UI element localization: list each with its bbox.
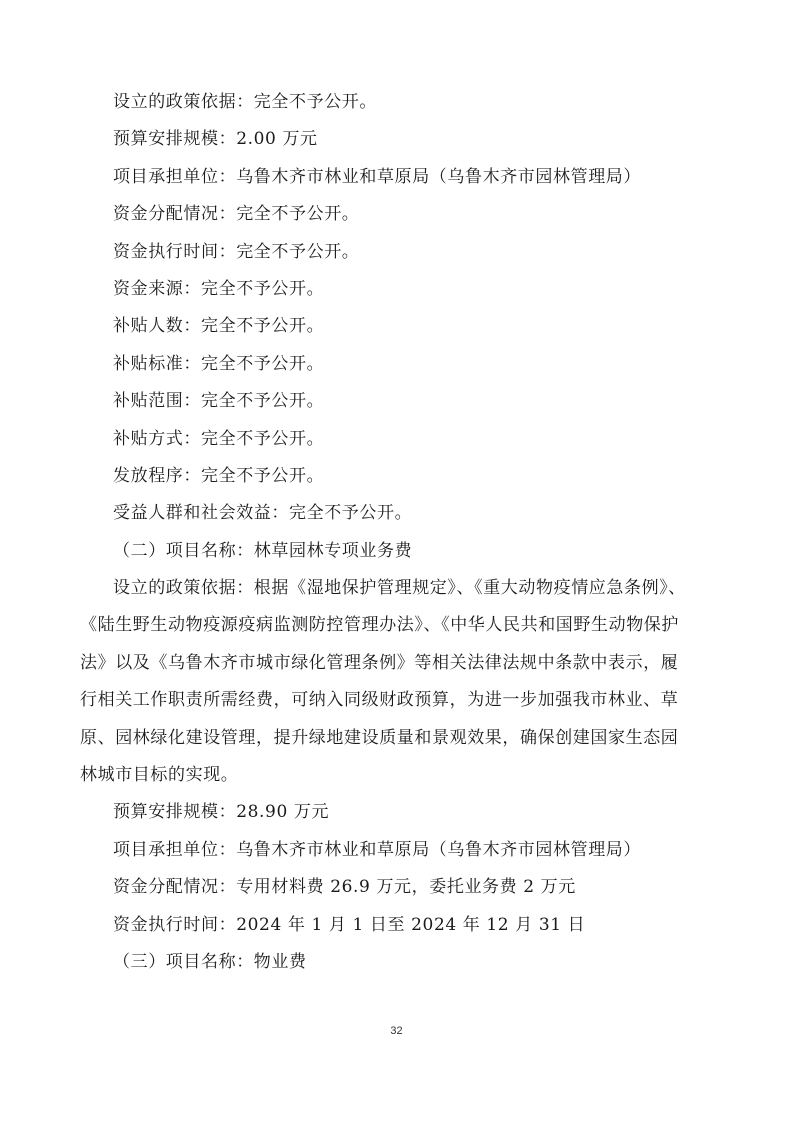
text-line: 预算安排规模：2.00 万元: [113, 129, 318, 150]
page-body: [80, 84, 698, 981]
text-line: 补贴范围：完全不予公开。: [113, 391, 325, 412]
paragraph-line: 法》以及《乌鲁木齐市城市绿化管理条例》等相关法律法规中条款中表示，履: [80, 652, 679, 673]
text-line: 资金分配情况：完全不予公开。: [113, 204, 360, 225]
paragraph-line: 原、园林绿化建设管理，提升绿地建设质量和景观效果，确保创建国家生态园: [80, 727, 679, 748]
paragraph-line: 《陆生野生动物疫源疫病监测防控管理办法》、《中华人民共和国野生动物保护: [80, 615, 679, 636]
text-line: 资金来源：完全不予公开。: [113, 278, 325, 299]
text-line: 资金分配情况：专用材料费 26.9 万元，委托业务费 2 万元: [113, 877, 576, 898]
paragraph-line: 设立的政策依据：根据《湿地保护管理规定》、《重大动物疫情应急条例》、: [113, 578, 686, 599]
text-line: 资金执行时间：完全不予公开。: [113, 241, 360, 262]
text-line: 受益人群和社会效益：完全不予公开。: [113, 503, 413, 524]
text-line: 设立的政策依据：完全不予公开。: [113, 92, 377, 112]
section-heading: （二）项目名称：林草园林专项业务费: [113, 540, 413, 561]
text-line: 补贴方式：完全不予公开。: [113, 428, 325, 449]
text-line: 项目承担单位：乌鲁木齐市林业和草原局（乌鲁木齐市园林管理局）: [113, 839, 641, 860]
text-line: 发放程序：完全不予公开。: [113, 465, 325, 486]
policy-paragraph: [80, 570, 698, 794]
paragraph-line: 林城市目标的实现。: [80, 765, 239, 786]
text-line: 补贴标准：完全不予公开。: [113, 353, 325, 374]
text-line: 项目承担单位：乌鲁木齐市林业和草原局（乌鲁木齐市园林管理局）: [113, 166, 641, 187]
text-line: 补贴人数：完全不予公开。: [113, 316, 325, 337]
text-line: 资金执行时间：2024 年 1 月 1 日至 2024 年 12 月 31 日: [113, 914, 586, 935]
section-heading: （三）项目名称：物业费: [113, 951, 307, 972]
paragraph-line: 行相关工作职责所需经费，可纳入同级财政预算，为进一步加强我市林业、草: [80, 690, 679, 711]
page-number: 32: [390, 1025, 403, 1037]
text-line: 预算安排规模：28.90 万元: [113, 802, 330, 823]
